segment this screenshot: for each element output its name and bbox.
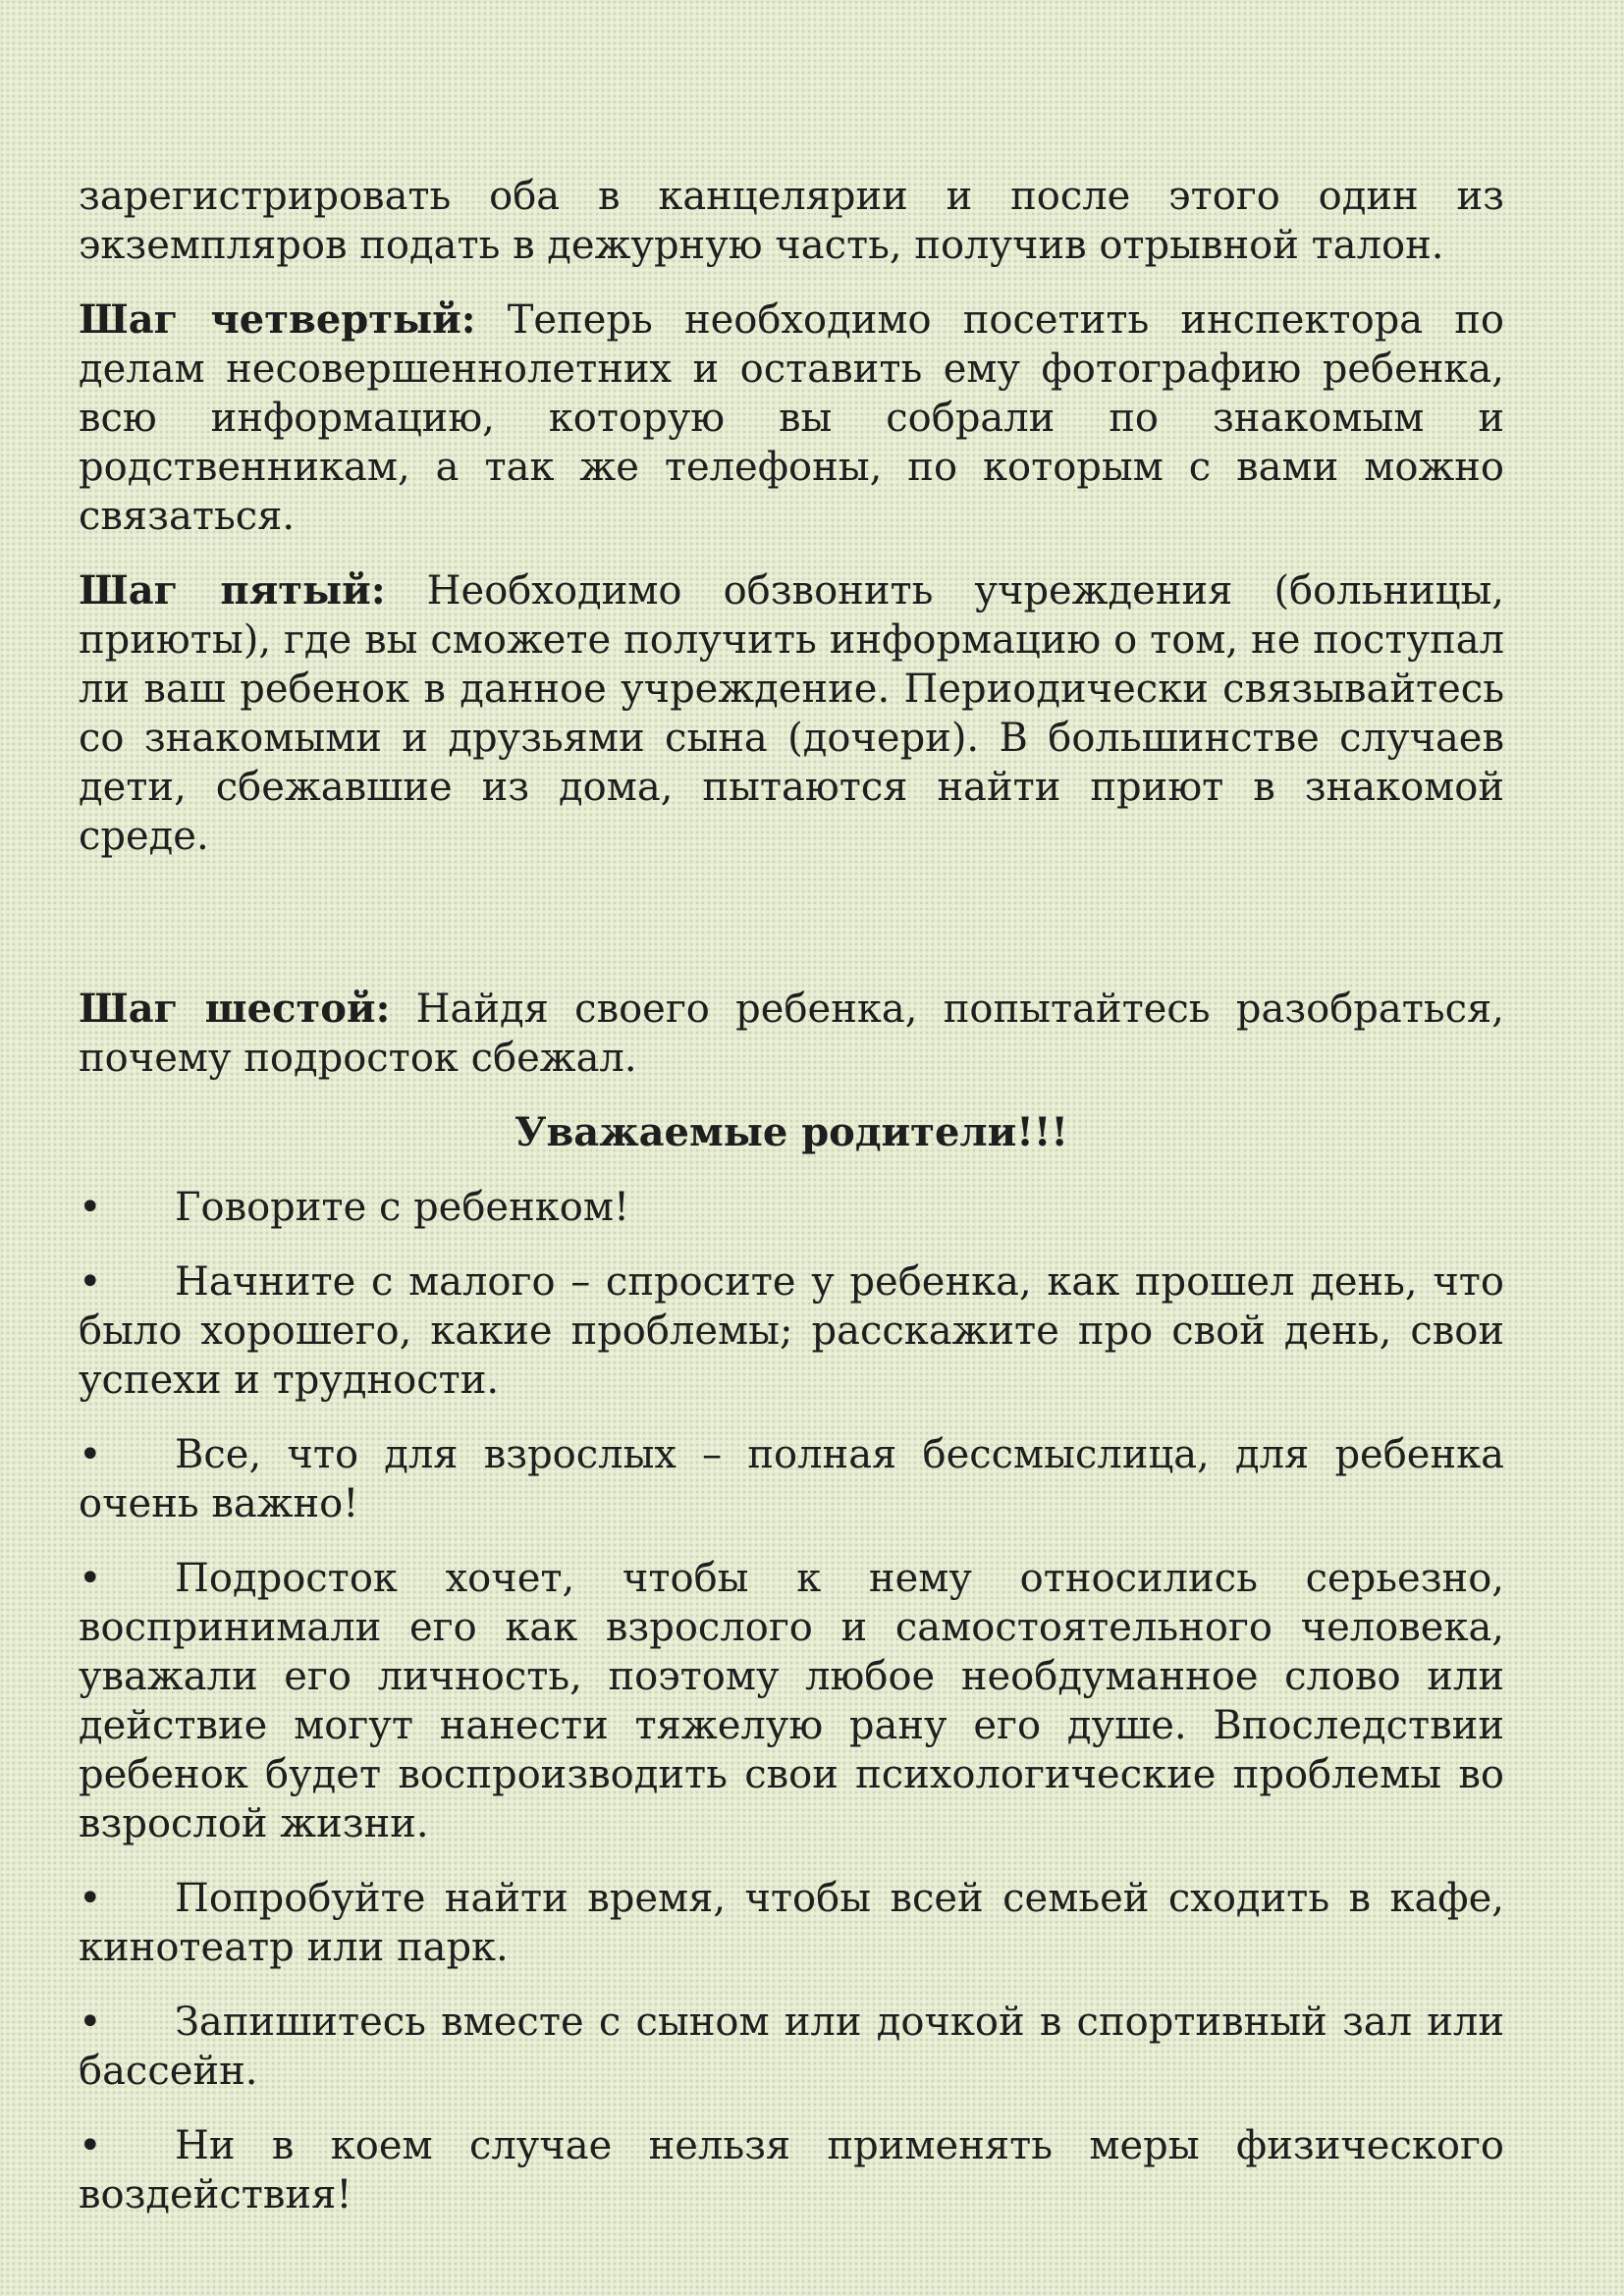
step-four-label: Шаг четвертый:: [79, 296, 476, 343]
list-item: [79, 1554, 1504, 1848]
step-six-text: Найдя своего ребенка, попытайтесь разобраться, почему подросток сбежал.: [79, 987, 1504, 1081]
list-item-text: Ни в коем случае нельзя применять меры физического воздействия!: [79, 2123, 1504, 2217]
step-five-paragraph: [79, 566, 1504, 861]
parents-heading: Уважаемые родители!!!: [514, 1109, 1068, 1155]
bullet-icon: •: [79, 2000, 102, 2045]
step-six-label: Шаг шестой:: [79, 986, 391, 1032]
list-item-text: Подросток хочет, чтобы к нему относились серьезно, воспринимали его как взрослого и самостоятельного человека, уважали его личность, поэтому любое необдуманное слово или действие могут нанести тяжелую рану его душе. Впоследствии ребенок будет воспроизводить свои психологические проблемы во взрослой жизни.: [79, 1556, 1504, 1846]
bullet-icon: •: [79, 1876, 102, 1921]
list-item-text: Говорите с ребенком!: [175, 1185, 630, 1230]
bullet-icon: •: [79, 1432, 102, 1477]
bullet-icon: •: [79, 1185, 102, 1230]
list-item-text: Все, что для взрослых – полная бессмыслица, для ребенка очень важно!: [79, 1432, 1504, 1526]
list-item: [79, 1430, 1504, 1528]
list-item-text: Попробуйте найти время, чтобы всей семьей сходить в кафе, кинотеатр или парк.: [79, 1876, 1504, 1970]
intro-paragraph: зарегистрировать оба в канцелярии и после этого один из экземпляров подать в дежурную часть, получив отрывной талон.: [79, 174, 1504, 268]
document-page: [79, 172, 1504, 2245]
list-item: [79, 1998, 1504, 2096]
list-item: [79, 1183, 1504, 1232]
list-item: [79, 1874, 1504, 1972]
step-five-label: Шаг пятый:: [79, 567, 386, 614]
bullet-icon: •: [79, 1259, 102, 1305]
step-five-text: Необходимо обзвонить учреждения (больницы, приюты), где вы сможете получить информацию о том, не поступал ли ваш ребенок в данное учреждение. Периодически связывайтесь со знакомыми и друзьями сына (дочери). В большинстве случаев дети, сбежавшие из дома, пытаются найти приют в знакомой среде.: [79, 568, 1504, 859]
list-item: [79, 2121, 1504, 2219]
step-six-paragraph: [79, 985, 1504, 1083]
spacer: [79, 886, 1504, 985]
list-item: [79, 1257, 1504, 1405]
step-four-text: Теперь необходимо посетить инспектора по делам несовершеннолетних и оставить ему фотографию ребенка, всю информацию, которую вы собрали по знакомым и родственникам, а так же телефоны, по которым с вами можно связаться.: [79, 297, 1504, 539]
list-item-text: Начните с малого – спросите у ребенка, как прошел день, что было хорошего, какие проблемы; расскажите про свой день, свои успехи и трудности.: [79, 1259, 1504, 1403]
step-four-paragraph: [79, 295, 1504, 541]
list-item-text: Запишитесь вместе с сыном или дочкой в спортивный зал или бассейн.: [79, 2000, 1504, 2094]
bullet-icon: •: [79, 1556, 102, 1601]
bullet-icon: •: [79, 2123, 102, 2168]
